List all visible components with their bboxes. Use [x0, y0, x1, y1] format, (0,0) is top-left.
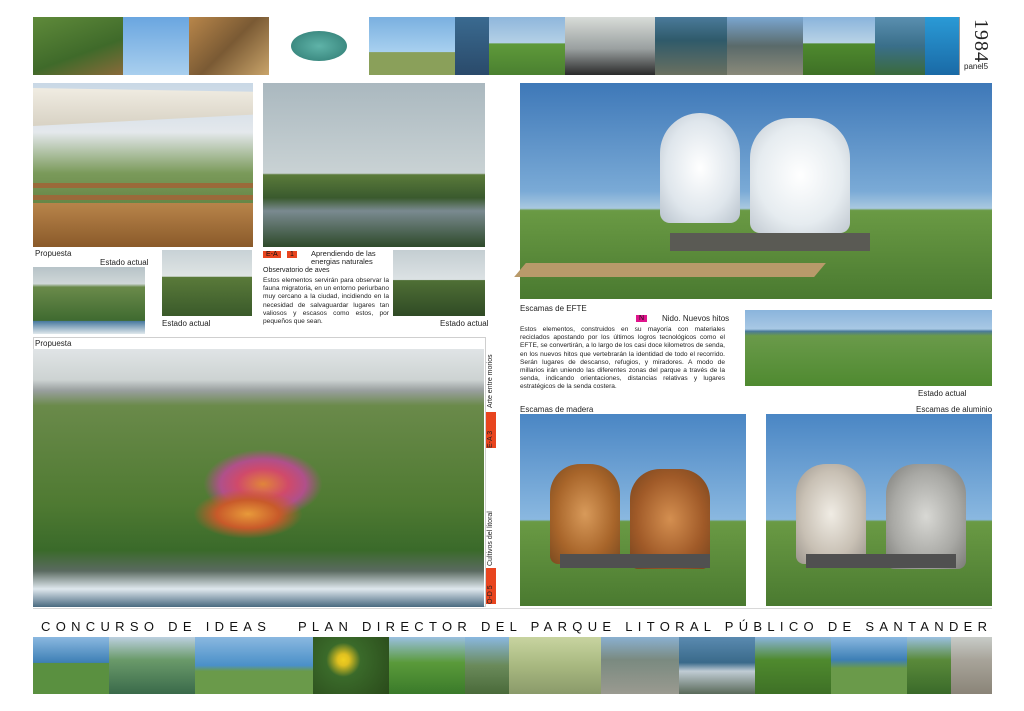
estado-actual-photo-2	[162, 250, 252, 316]
observatorio-tag-num: 1	[287, 251, 297, 258]
vertical-tag-1	[487, 431, 494, 448]
photo-lizard	[189, 17, 269, 75]
banner-title: CONCURSO DE IDEAS PLAN DIRECTOR DEL PARQUE LITORAL PÚBLICO DE SANTANDER	[41, 619, 993, 634]
escamas-aluminio-label: Escamas de aluminio	[916, 405, 993, 414]
escamas-efte-render	[520, 83, 992, 299]
estado-actual-coast-label: Estado actual	[918, 389, 967, 398]
banner	[33, 608, 992, 638]
photo-peninsula	[195, 637, 313, 694]
escamas-efte-label: Escamas de EFTE	[520, 304, 587, 313]
photo-runner	[369, 17, 455, 75]
photo-woman	[455, 17, 489, 75]
observatorio-tag-code: E-A	[263, 251, 281, 258]
marsh-photo	[263, 83, 485, 247]
propuesta-render-observatory	[33, 83, 253, 247]
photo-path	[601, 637, 679, 694]
photo-column	[951, 637, 992, 694]
photo-grass	[755, 637, 831, 694]
vertical-tag-2-num: 5	[487, 585, 494, 590]
top-photo-strip	[33, 17, 959, 75]
photo-binoculars	[565, 17, 655, 75]
escamas-madera-label: Escamas de madera	[520, 405, 594, 414]
escamas-aluminio-render	[766, 414, 992, 606]
photo-boardwalk	[33, 17, 123, 75]
nido-tag-num: N	[636, 315, 647, 322]
photo-coastline	[831, 637, 907, 694]
photo-bird	[509, 637, 601, 694]
photo-model	[269, 17, 369, 75]
vertical-tag-1-code: E-A	[487, 436, 494, 448]
estado-actual-label-2: Estado actual	[162, 319, 211, 328]
observatorio-subtitle: Observatorio de aves	[263, 267, 330, 274]
nido-title: Nido. Nuevos hitos	[662, 314, 730, 323]
escamas-madera-render	[520, 414, 746, 606]
photo-cliffs	[655, 17, 727, 75]
photo-flowers	[313, 637, 389, 694]
photo-underwater	[925, 17, 959, 75]
header-code: 1984	[970, 19, 992, 63]
photo-shore	[465, 637, 509, 694]
vertical-tag-1-text: Arte entre morios	[487, 354, 494, 408]
estado-actual-coast-photo	[745, 310, 992, 386]
photo-cliff-green	[907, 637, 951, 694]
vertical-tag-2-text: Cultivos del litoral	[487, 511, 494, 566]
estado-actual-label-1: Estado actual	[100, 258, 149, 267]
propuesta-label: Propuesta	[35, 249, 72, 258]
vertical-tag-2	[487, 585, 494, 604]
nido-body: Estos elementos, construidos en su mayoría con materiales reciclados apostando por los últimos logros tecnológicos como el EFTE, se convertirán, a lo largo de los casi doce kilometros de senda, en los nuevos hitos que vertebrarán la identidad de todo el recorrido. Serán lugares de descanso, refugios, y miradores. A modo de millarios irán uniendo las diferentes zonas del parque a través de la senda, indicando orientaciones, distancias relativas y lugares estratégicos de la senda costera.	[520, 326, 725, 391]
photo-waves	[679, 637, 755, 694]
photo-meadow	[489, 17, 565, 75]
photo-rocks	[727, 17, 803, 75]
aerial-photo	[33, 349, 484, 607]
observatorio-title-text: Aprendiendo de las energias naturales	[311, 249, 376, 266]
estado-actual-photo-3	[393, 250, 485, 316]
panel-label: panel5	[964, 62, 989, 71]
header-code-box	[959, 17, 992, 75]
photo-kites	[123, 17, 189, 75]
propuesta-aerial-label: Propuesta	[35, 339, 72, 348]
vertical-tag-2-code: O-D	[487, 591, 494, 604]
bottom-photo-strip	[33, 637, 992, 694]
vertical-tag-1-num: 3	[487, 430, 494, 435]
observatorio-title	[311, 250, 391, 266]
estado-actual-label-3: Estado actual	[440, 319, 489, 328]
photo-fields	[389, 637, 465, 694]
observatorio-body: Estos elementos servirán para observar la fauna migratoria, en un entorno periurbano muy cercano a la ciudad, incidiendo en la necesidad de salvaguardar lugares tan valiosos y escasos como estos, por pequeños que sean.	[263, 277, 389, 326]
photo-sea-cliff	[875, 17, 925, 75]
photo-beach	[109, 637, 195, 694]
estado-actual-photo-1	[33, 267, 145, 334]
photo-coast-field	[803, 17, 875, 75]
photo-bay	[33, 637, 109, 694]
